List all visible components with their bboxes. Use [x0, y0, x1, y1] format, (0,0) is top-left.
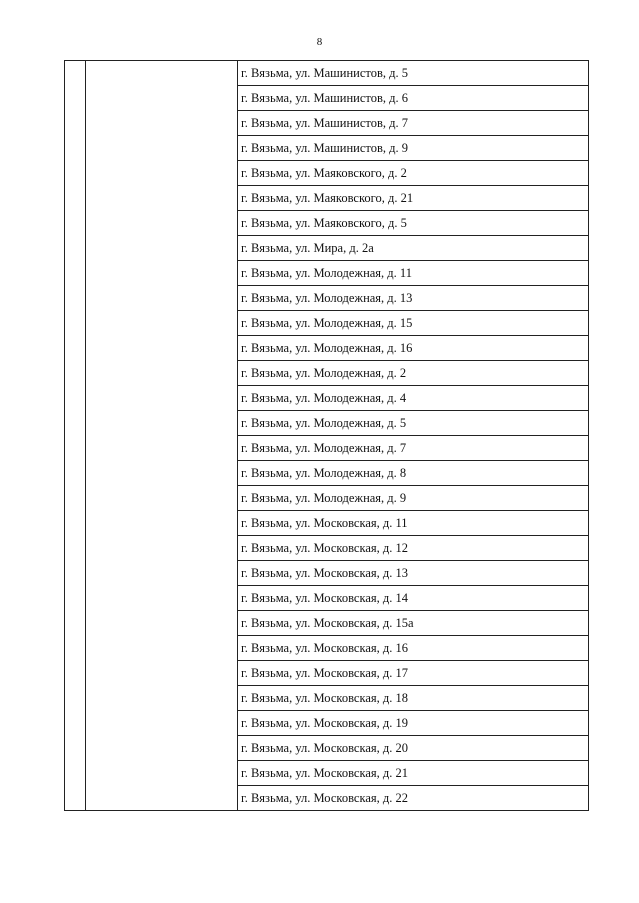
address-cell: г. Вязьма, ул. Московская, д. 13: [238, 561, 589, 586]
address-table: [64, 60, 589, 811]
address-cell: г. Вязьма, ул. Маяковского, д. 5: [238, 211, 589, 236]
address-cell: г. Вязьма, ул. Московская, д. 20: [238, 736, 589, 761]
address-cell: г. Вязьма, ул. Московская, д. 18: [238, 686, 589, 711]
table-row: [65, 61, 589, 86]
address-cell: г. Вязьма, ул. Московская, д. 14: [238, 586, 589, 611]
address-cell: г. Вязьма, ул. Машинистов, д. 5: [238, 61, 589, 86]
address-cell: г. Вязьма, ул. Молодежная, д. 5: [238, 411, 589, 436]
address-cell: г. Вязьма, ул. Молодежная, д. 9: [238, 486, 589, 511]
address-cell: г. Вязьма, ул. Маяковского, д. 2: [238, 161, 589, 186]
address-cell: г. Вязьма, ул. Молодежная, д. 11: [238, 261, 589, 286]
address-cell: г. Вязьма, ул. Московская, д. 16: [238, 636, 589, 661]
address-cell: г. Вязьма, ул. Молодежная, д. 13: [238, 286, 589, 311]
address-cell: г. Вязьма, ул. Машинистов, д. 9: [238, 136, 589, 161]
address-cell: г. Вязьма, ул. Молодежная, д. 7: [238, 436, 589, 461]
address-cell: г. Вязьма, ул. Молодежная, д. 4: [238, 386, 589, 411]
address-cell: г. Вязьма, ул. Машинистов, д. 7: [238, 111, 589, 136]
address-table-body: [65, 61, 589, 811]
address-cell: г. Вязьма, ул. Московская, д. 21: [238, 761, 589, 786]
page-number: 8: [316, 36, 323, 48]
address-cell: г. Вязьма, ул. Московская, д. 19: [238, 711, 589, 736]
address-cell: г. Вязьма, ул. Молодежная, д. 8: [238, 461, 589, 486]
address-cell: г. Вязьма, ул. Московская, д. 15а: [238, 611, 589, 636]
address-cell: г. Вязьма, ул. Молодежная, д. 16: [238, 336, 589, 361]
address-cell: г. Вязьма, ул. Мира, д. 2а: [238, 236, 589, 261]
address-cell: г. Вязьма, ул. Маяковского, д. 21: [238, 186, 589, 211]
address-cell: г. Вязьма, ул. Молодежная, д. 2: [238, 361, 589, 386]
address-cell: г. Вязьма, ул. Машинистов, д. 6: [238, 86, 589, 111]
address-cell: г. Вязьма, ул. Московская, д. 17: [238, 661, 589, 686]
address-cell: г. Вязьма, ул. Московская, д. 12: [238, 536, 589, 561]
address-cell: г. Вязьма, ул. Московская, д. 11: [238, 511, 589, 536]
address-cell: г. Вязьма, ул. Московская, д. 22: [238, 786, 589, 811]
address-cell: г. Вязьма, ул. Молодежная, д. 15: [238, 311, 589, 336]
name-cell: [86, 61, 238, 811]
number-cell: [65, 61, 86, 811]
